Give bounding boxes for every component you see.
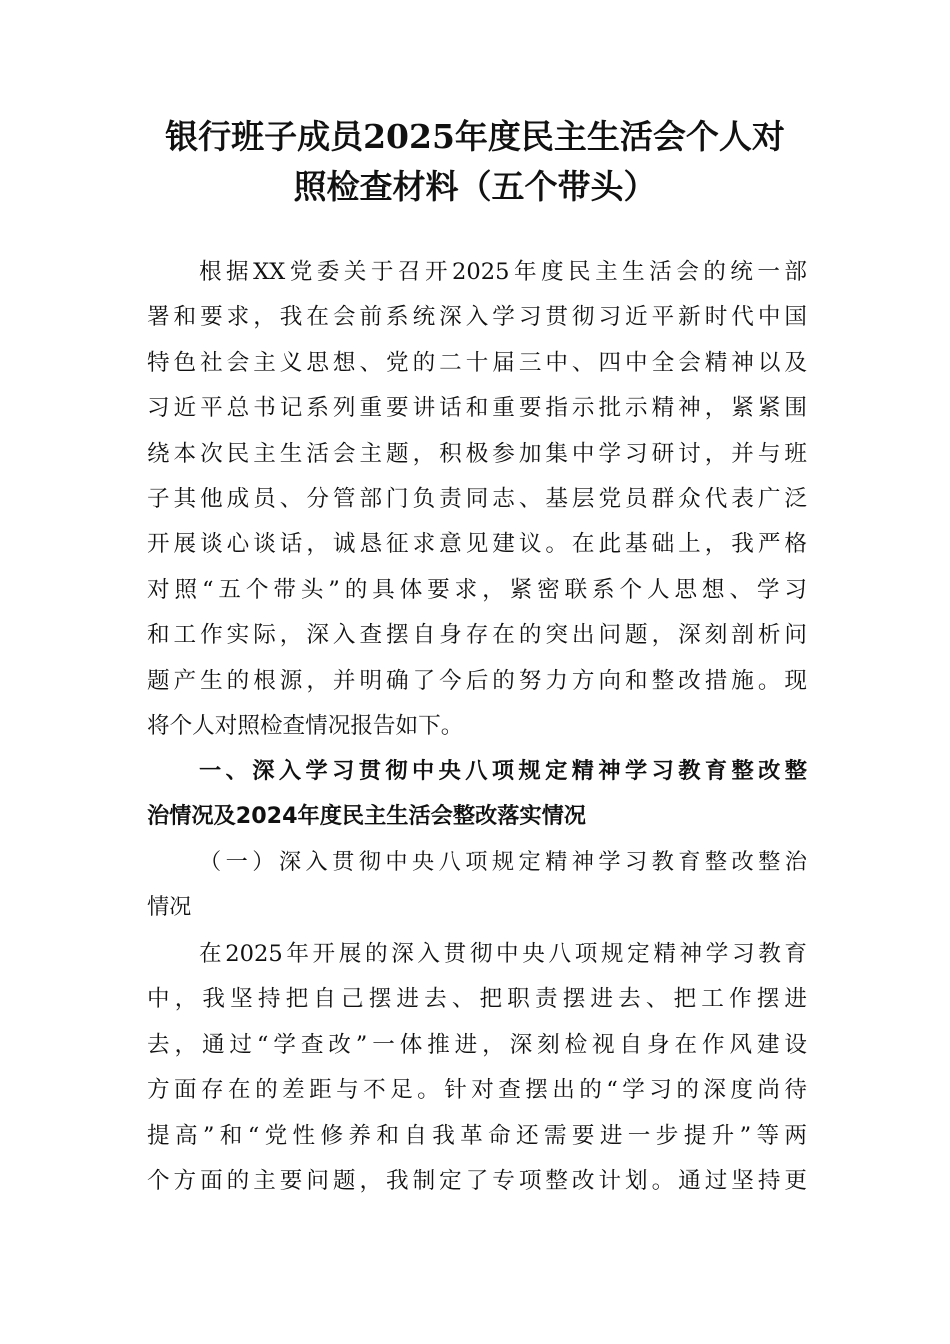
text-line: 特色社会主义思想、党的二十届三中、四中全会精神以及 [147,349,807,376]
title-line: 银行班子成员2025年度民主生活会个人对 [165,117,785,156]
text-line: 对照“五个带头”的具体要求，紧密联系个人思想、学习 [147,576,807,603]
text-line: 和工作实际，深入查摆自身存在的突出问题，深刻剖析问 [147,622,807,649]
text-line: 署和要求，我在会前系统深入学习贯彻习近平新时代中国 [147,304,807,331]
section-heading-1 [147,749,807,840]
text-line: 中，我坚持把自己摆进去、把职责摆进去、把工作摆进 [147,986,807,1013]
heading-line: 治情况及2024年度民主生活会整改落实情况 [147,803,586,830]
text-line: 习近平总书记系列重要讲话和重要指示批示精神，紧紧围 [147,395,807,422]
text-line: 去，通过“学查改”一体推进，深刻检视自身在作风建设 [147,1031,807,1058]
subsection-heading-1 [147,840,807,931]
text-line: 绕本次民主生活会主题，积极参加集中学习研讨，并与班 [147,440,807,467]
document-title [140,112,810,212]
text-line: 个方面的主要问题，我制定了专项整改计划。通过坚持更 [147,1167,807,1194]
text-line: 题产生的根源，并明确了今后的努力方向和整改措施。现 [147,667,807,694]
title-line: 照检查材料（五个带头） [293,167,657,206]
text-line: 将个人对照检查情况报告如下。 [147,712,464,739]
heading-line: 一、深入学习贯彻中央八项规定精神学习教育整改整 [199,758,807,784]
intro-paragraph [147,250,807,749]
text-line: 提高”和“党性修养和自我革命还需要进一步提升”等两 [147,1122,807,1149]
text-line: 在2025年开展的深入贯彻中央八项规定精神学习教育 [199,941,807,967]
heading-line: 情况 [147,894,192,921]
text-line: 方面存在的差距与不足。针对查摆出的“学习的深度尚待 [147,1077,807,1104]
text-line: 子其他成员、分管部门负责同志、基层党员群众代表广泛 [147,485,807,512]
heading-line: （一）深入贯彻中央八项规定精神学习教育整改整治 [199,849,807,875]
text-line: 根据XX党委关于召开2025年度民主生活会的统一部 [199,259,807,285]
paragraph-2 [147,932,807,1204]
text-line: 开展谈心谈话，诚恳征求意见建议。在此基础上，我严格 [147,531,807,558]
